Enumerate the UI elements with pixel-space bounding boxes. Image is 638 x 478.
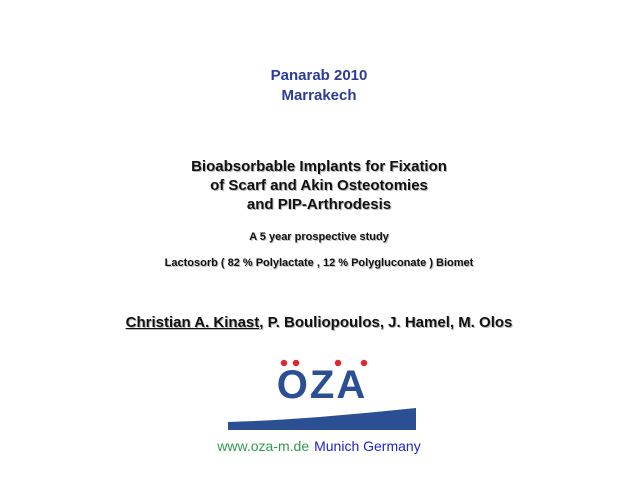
co-authors: , P. Bouliopoulos, J. Hamel, M. Olos [259, 314, 513, 331]
author-list [0, 314, 638, 331]
conference-name: Panarab 2010 [270, 67, 368, 84]
footer [0, 438, 638, 454]
oza-logo [226, 358, 418, 434]
location-text: Munich Germany [314, 438, 421, 454]
conference-header [0, 66, 638, 106]
material-subtitle: Lactosorb ( 82 % Polylactate , 12 % Polygluconate ) Biomet [164, 257, 474, 269]
title-line-1: Bioabsorbable Implants for Fixation [191, 158, 447, 175]
website-link[interactable]: www.oza-m.de [217, 438, 310, 454]
first-author: Christian A. Kinast [125, 314, 260, 331]
study-subtitle: A 5 year prospective study [249, 231, 389, 243]
presentation-title [0, 157, 638, 214]
title-line-2: of Scarf and Akin Osteotomies [210, 177, 428, 194]
title-line-3: and PIP-Arthrodesis [246, 196, 392, 213]
conference-city: Marrakech [281, 87, 357, 104]
logo-wordmark: OZA [276, 363, 368, 407]
